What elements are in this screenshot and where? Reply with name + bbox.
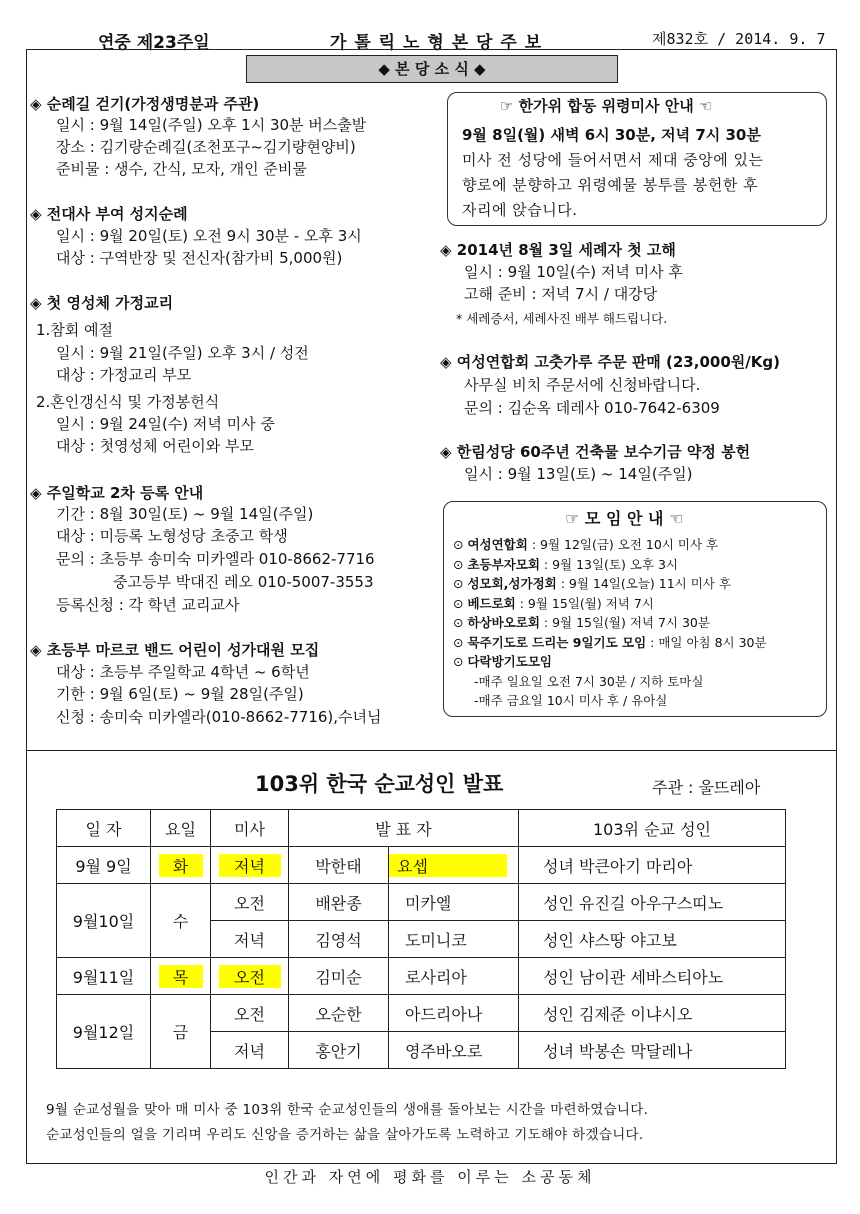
notice-heading: ◈ 주일학교 2차 등록 안내 (30, 484, 204, 502)
memorial-title: ☞ 한가위 합동 위령미사 안내 ☜ (500, 97, 713, 115)
baptismal-highlight: 요셉 (389, 854, 507, 877)
saint-cell: 성인 샤스땅 야고보 (519, 921, 786, 958)
notice-line: 중고등부 박대진 레오 010-5007-3553 (113, 573, 374, 591)
meeting-item (453, 536, 718, 554)
presenter-baptismal-cell: 미카엘 (389, 884, 519, 921)
mass-cell: 저녁 (211, 1032, 289, 1069)
notice-line: 신청 : 송미숙 미카엘라(010-8662-7716),수녀님 (56, 708, 382, 726)
meeting-name: 여성연합회 (467, 537, 528, 552)
meeting-item (453, 556, 678, 574)
notice-heading: ◈ 초등부 마르코 밴드 어린이 성가대원 모집 (30, 641, 320, 659)
date-cell: 9월 9일 (57, 847, 151, 884)
presenter-baptismal-cell: 영주바오로 (389, 1032, 519, 1069)
section-divider (26, 750, 837, 751)
table-row (57, 884, 786, 921)
martyrs-note: 순교성인들의 얼을 기리며 우리도 신앙을 증거하는 삶을 살아가도록 노력하고 기도해야 하겠습니다. (46, 1127, 644, 1143)
notice-line: 대상 : 가정교리 부모 (56, 366, 192, 384)
notice-line: 고해 준비 : 저녁 7시 / 대강당 (464, 285, 658, 303)
meeting-name: 하상바오로회 (467, 615, 540, 630)
presenter-baptismal-cell: 도미니코 (389, 921, 519, 958)
saint-cell: 성인 남이관 세바스티아노 (519, 958, 786, 995)
bullet-icon: ⊙ (453, 634, 468, 650)
presenter-name-cell: 김미순 (289, 958, 389, 995)
presenter-name-cell: 박한태 (289, 847, 389, 884)
meeting-detail: : 9월 13일(토) 오후 3시 (539, 556, 678, 572)
martyrs-title: 103위 한국 순교성인 발표 (255, 772, 504, 796)
bullet-icon: ⊙ (453, 654, 468, 669)
notice-subheading: 1.참회 예절 (36, 321, 114, 339)
martyrs-table (56, 809, 786, 1069)
notice-heading: ◈ 한림성당 60주년 건축물 보수기금 약정 봉헌 (440, 443, 751, 461)
notice-line: 대상 : 첫영성체 어린이와 부모 (56, 437, 255, 455)
notice-line: 일시 : 9월 14일(주일) 오후 1시 30분 버스출발 (56, 116, 367, 134)
table-row (57, 995, 786, 1032)
meeting-name: 성모회,성가정회 (467, 576, 557, 591)
header-date: 일 자 (57, 810, 151, 847)
bullet-icon: ⊙ (453, 576, 468, 591)
meeting-title: ☞ 모 임 안 내 ☜ (565, 509, 684, 528)
header-saint: 103위 순교 성인 (519, 810, 786, 847)
memorial-line: 9월 8일(월) 새벽 6시 30분, 저녁 7시 30분 (462, 126, 761, 144)
mass-cell: 오전 (211, 995, 289, 1032)
notice-line: 대상 : 초등부 주일학교 4학년 ~ 6학년 (56, 663, 310, 681)
presenter-name-cell: 김영석 (289, 921, 389, 958)
saint-cell: 성인 김제준 이냐시오 (519, 995, 786, 1032)
date-cell: 9월11일 (57, 958, 151, 995)
weekday-cell (151, 958, 211, 995)
memorial-line: 미사 전 성당에 들어서면서 제대 중앙에 있는 (462, 151, 764, 169)
meeting-detail: : 9월 14일(오늘) 11시 미사 후 (556, 576, 731, 591)
notice-heading: ◈ 첫 영성체 가정교리 (30, 294, 174, 312)
meeting-subline: -매주 금요일 10시 미사 후 / 유아실 (474, 693, 668, 708)
bullet-icon: ⊙ (453, 615, 468, 630)
meeting-item (453, 614, 710, 632)
mass-highlight: 오전 (219, 965, 281, 988)
mass-highlight: 저녁 (219, 854, 281, 877)
presenter-name-cell: 홍안기 (289, 1032, 389, 1069)
bullet-icon: ⊙ (453, 556, 468, 572)
memorial-line: 향로에 분향하고 위령예물 봉투를 봉헌한 후 (462, 176, 759, 194)
presenter-baptismal-cell: 아드리아나 (389, 995, 519, 1032)
issue-number: 제832호 / 2014. 9. 7 (652, 30, 826, 48)
header-presenter: 발 표 자 (289, 810, 519, 847)
header-weekday: 요일 (151, 810, 211, 847)
notice-heading: ◈ 2014년 8월 3일 세례자 첫 고해 (440, 241, 676, 259)
presenter-baptismal-cell: 로사리아 (389, 958, 519, 995)
notice-line: 일시 : 9월 24일(수) 저녁 미사 중 (56, 415, 275, 433)
table-header-row (57, 810, 786, 847)
bulletin-title: 가 톨 릭 노 형 본 당 주 보 (330, 33, 543, 53)
notice-line: 문의 : 초등부 송미숙 미카엘라 010-8662-7716 (56, 550, 375, 568)
martyrs-host: 주관 : 울뜨레아 (652, 778, 761, 797)
weekday-highlight: 화 (159, 854, 203, 877)
notice-line: 기간 : 8월 30일(토) ~ 9월 14일(주일) (56, 505, 314, 523)
saint-cell: 성녀 박큰아기 마리아 (519, 847, 786, 884)
meeting-detail: : 매일 아침 8시 30분 (646, 634, 767, 650)
meeting-detail: : 9월 15일(월) 저녁 7시 (515, 595, 654, 611)
date-cell: 9월10일 (57, 884, 151, 958)
mass-cell (211, 958, 289, 995)
saint-cell: 성녀 박봉손 막달레나 (519, 1032, 786, 1069)
mass-cell: 오전 (211, 884, 289, 921)
meeting-detail: : 9월 15일(월) 저녁 7시 30분 (539, 615, 710, 630)
meeting-item (453, 595, 654, 613)
notice-line: 대상 : 구역반장 및 전신자(참가비 5,000원) (56, 249, 343, 267)
notice-subheading: 2.혼인갱신식 및 가정봉헌식 (36, 393, 220, 411)
mass-cell (211, 847, 289, 884)
notice-line: 대상 : 미등록 노형성당 초중고 학생 (56, 527, 288, 545)
notice-line: 일시 : 9월 13일(토) ~ 14일(주일) (464, 465, 693, 483)
memorial-line: 자리에 앉습니다. (462, 201, 578, 219)
meeting-name: 다락방기도모임 (467, 654, 552, 669)
saint-cell: 성인 유진길 아우구스띠노 (519, 884, 786, 921)
meeting-name: 묵주기도로 드리는 9일기도 모임 (467, 634, 647, 650)
notice-line: 기한 : 9월 6일(토) ~ 9월 28일(주일) (56, 685, 304, 703)
header-mass: 미사 (211, 810, 289, 847)
section-title: ◆ 본 당 소 식 ◆ (246, 55, 618, 83)
meeting-item (453, 653, 552, 671)
weekday-cell (151, 847, 211, 884)
mass-cell: 저녁 (211, 921, 289, 958)
table-row (57, 847, 786, 884)
notice-line: 일시 : 9월 21일(주일) 오후 3시 / 성전 (56, 344, 309, 362)
notice-line: 준비물 : 생수, 간식, 모자, 개인 준비물 (56, 160, 307, 178)
presenter-baptismal-cell (389, 847, 519, 884)
meeting-name: 베드로회 (467, 595, 516, 611)
presenter-name-cell: 배완종 (289, 884, 389, 921)
notice-note: * 세례증서, 세례사진 배부 해드립니다. (456, 311, 668, 326)
notice-line: 장소 : 김기량순례길(조천포구~김기량현양비) (56, 138, 356, 156)
weekday-cell: 수 (151, 884, 211, 958)
martyrs-note: 9월 순교성월을 맞아 매 미사 중 103위 한국 순교성인들의 생애를 돌아보는 시간을 마련하였습니다. (46, 1102, 649, 1118)
notice-heading: ◈ 전대사 부여 성지순례 (30, 205, 188, 223)
date-cell: 9월12일 (57, 995, 151, 1069)
bullet-icon: ⊙ (453, 537, 468, 552)
meeting-subline: -매주 일요일 오전 7시 30분 / 지하 토마실 (474, 673, 704, 689)
notice-line: 문의 : 김순옥 데레사 010-7642-6309 (464, 399, 720, 417)
notice-line: 등록신청 : 각 학년 교리교사 (56, 596, 240, 614)
meeting-detail: : 9월 12일(금) 오전 10시 미사 후 (527, 537, 719, 552)
bullet-icon: ⊙ (453, 595, 468, 611)
notice-heading: ◈ 순례길 걷기(가정생명분과 주관) (30, 95, 260, 113)
weekday-cell: 금 (151, 995, 211, 1069)
notice-line: 일시 : 9월 10일(수) 저녁 미사 후 (464, 263, 683, 281)
meeting-item (453, 575, 731, 593)
notice-line: 사무실 비치 주문서에 신청바랍니다. (464, 376, 701, 394)
presenter-name-cell: 오순한 (289, 995, 389, 1032)
weekday-highlight: 목 (159, 965, 203, 988)
notice-heading: ◈ 여성연합회 고춧가루 주문 판매 (23,000원/Kg) (440, 353, 780, 371)
notice-line: 일시 : 9월 20일(토) 오전 9시 30분 - 오후 3시 (56, 227, 362, 245)
meeting-item (453, 634, 767, 652)
footer-motto: 인간과 자연에 평화를 이루는 소공동체 (264, 1168, 596, 1186)
table-row (57, 958, 786, 995)
meeting-name: 초등부자모회 (467, 556, 540, 572)
issue-week: 연중 제23주일 (98, 33, 210, 53)
